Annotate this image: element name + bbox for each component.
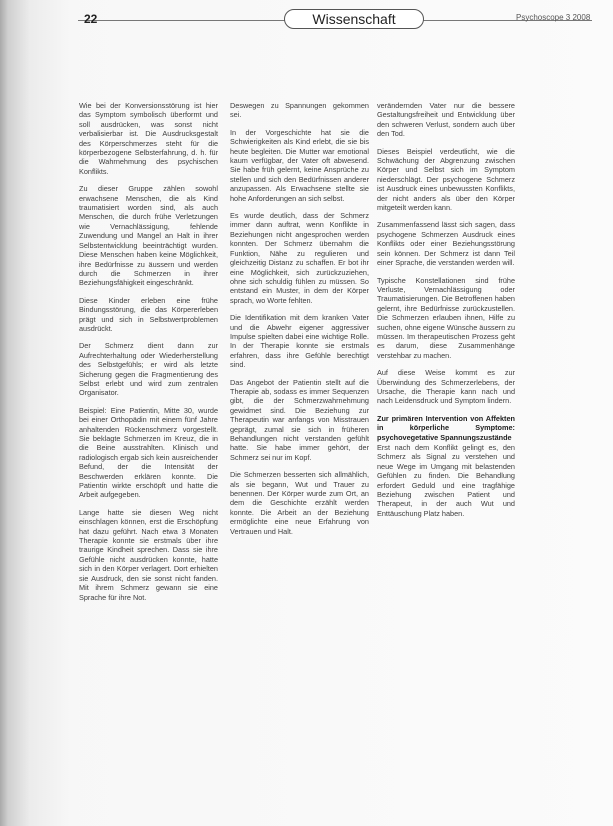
- paragraph: Diese Kinder erleben eine frühe Bindungsstörung, die das Körpererleben prägt und sich in Selbstwertproblemen ausdrückt.: [79, 295, 218, 333]
- paragraph: Typische Konstellationen sind frühe Verluste, Vernachlässigung oder Traumatisierungen. Die Betroffenen haben gelernt, ihre Bedürfnisse zurückzustellen. Die Schmerzen erlauben ihnen, Hilfe zu suchen, ohne eigene Wünsche äussern zu müssen. Im therapeutischen Prozess geht es darum, diese Zusammenhänge verstehbar zu machen.: [377, 275, 515, 360]
- paragraph: Die Identifikation mit dem kranken Vater und die Abwehr eigener aggressiver Impulse spielten dabei eine wichtige Rolle. In der Therapie konnte sie erstmals erfahren, dass ihre Gefühle berechtigt sind.: [230, 313, 369, 370]
- paragraph: Es wurde deutlich, dass der Schmerz immer dann auftrat, wenn Konflikte in Beziehungen nicht angesprochen werden konnten. Der Schmerz übernahm die Funktion, Nähe zu regulieren und gleichzeitig Distanz zu schaffen. Er bot ihr eine Möglichkeit, sich zurückzuziehen, ohne sich schuldig fühlen zu müssen. So entstand ein Muster, in dem der Körper sprach, wo Worte fehlten.: [230, 211, 369, 305]
- text-column-2: [230, 101, 369, 544]
- text-column-3: [377, 101, 515, 526]
- paragraph: Erst nach dem Konflikt gelingt es, den Schmerz als Signal zu verstehen und neue Wege im Umgang mit belastenden Gefühlen zu finden. Die Behandlung erfordert Geduld und eine tragfähige Beziehung zwischen Patient und Therapeut, in der auch Wut und Enttäuschung Platz haben.: [377, 443, 515, 518]
- text-column-1: [79, 101, 218, 610]
- paragraph: Auf diese Weise kommt es zur Überwindung des Schmerzerlebens, der Ursache, die Therapie kann nach und nach Leidensdruck und Symptom lindern.: [377, 368, 515, 406]
- paragraph: Wie bei der Konversionsstörung ist hier das Symptom symbolisch überformt und soll ausdrücken, was sonst nicht verbalisierbar ist. Die Ausdrucksgestalt des Körperschmerzes steht für die körperbezogene Selbsterfahrung, d. h. für die Wahrnehmung des psychischen Konflikts.: [79, 101, 218, 176]
- paragraph: Das Angebot der Patientin stellt auf die Therapie ab, sodass es immer Sequenzen gibt, die der Schmerzwahrnehmung gewidmet sind. Die Beziehung zur Therapeutin war anfangs von Misstrauen geprägt, zumal sie sich in früheren Behandlungen nicht verstanden gefühlt hatte. Sie habe immer gehört, der Schmerz sei nur im Kopf.: [230, 377, 369, 462]
- issue-label: Psychoscope 3 2008: [516, 13, 591, 22]
- paragraph: In der Vorgeschichte hat sie die Schwierigkeiten als Kind erlebt, die sie bis heute begleiten. Die Mutter war emotional kaum verfügbar, der Vater oft abwesend. Sie habe früh gelernt, keine Ansprüche zu stellen und sich den Bedürfnissen anderer anzupassen. Als Erwachsene stellte sie hohe Anforderungen an sich selbst.: [230, 127, 369, 203]
- page-number: 22: [84, 12, 98, 26]
- paragraph: Der Schmerz dient dann zur Aufrechterhaltung oder Wiederherstellung des Selbstgefühls; er wird als letzte Sicherung gegen die Fragmentierung des Selbst erlebt und wird zum zentralen Organisator.: [79, 341, 218, 398]
- section-title: Wissenschaft: [284, 9, 424, 29]
- paragraph: Dieses Beispiel verdeutlicht, wie die Schwächung der Abgrenzung zwischen Körper und Selbst sich im Symptom niederschlägt. Der psychogene Schmerz ist Ausdruck eines unbewussten Konflikts, der nicht anders als über den Körper mitgeteilt werden kann.: [377, 146, 515, 213]
- paragraph: Zu dieser Gruppe zählen sowohl erwachsene Menschen, die als Kind traumatisiert worden sind, als auch Menschen, die durch frühe Verletzungen wie Vernachlässigung, fehlende Zuwendung und Mangel an Halt in ihrer Selbstentwicklung beeinträchtigt wurden. Diese Menschen haben keine Möglichkeit, ihre Bedürfnisse zu äussern und werden durch die Schmerzen in ihrer Beziehungsfähigkeit eingeschränkt.: [79, 184, 218, 288]
- paragraph: Die Schmerzen besserten sich allmählich, als sie begann, Wut und Trauer zu benennen. Der Körper wurde zum Ort, an dem die Geschichte erzählt werden konnte. Die Arbeit an der Beziehung ermöglichte eine neue Erfahrung von Vertrauen und Halt.: [230, 470, 369, 536]
- paragraph: verändernden Vater nur die bessere Gestaltungsfreiheit und Entwicklung über den schweren Verlust, sondern auch über den Tod.: [377, 101, 515, 139]
- paragraph: Lange hatte sie diesen Weg nicht einschlagen können, erst die Erschöpfung hat dazu geführt. Nach etwa 3 Monaten Therapie konnte sie erstmals über ihre traurige Kindheit sprechen. Dass sie ihre Gefühle nicht ausdrücken konnte, hatte sich in den Körper verlagert. Dort erhielten sie Ausdruck, den sie sonst nicht fanden. Mit ihrem Schmerz gewann sie eine Sprache für ihre Not.: [79, 507, 218, 602]
- book-spine-shadow: [0, 0, 70, 826]
- paragraph: Beispiel: Eine Patientin, Mitte 30, wurde bei einer Orthopädin mit einem fünf Jahre anhaltenden Rückenschmerz vorgestellt. Sie beklagte Schmerzen im Kreuz, die in die Beine ausstrahlten. Klinisch und radiologisch ergab sich kein ausreichender Befund, der die Intensität der Beschwerden erklären konnte. Die Patientin wirkte erschöpft und hatte die Arbeit aufgegeben.: [79, 405, 218, 500]
- subheading: Zur primären Intervention von Affekten in körperliche Symptome: psychovegetative Spannungszustände: [377, 413, 515, 442]
- paragraph: Deswegen zu Spannungen gekommen sei.: [230, 101, 369, 120]
- paragraph: Zusammenfassend lässt sich sagen, dass psychogene Schmerzen Ausdruck eines Konflikts oder einer Beziehungsstörung sein können. Der Schmerz ist dann Teil einer Sprache, die verstanden werden will.: [377, 220, 515, 268]
